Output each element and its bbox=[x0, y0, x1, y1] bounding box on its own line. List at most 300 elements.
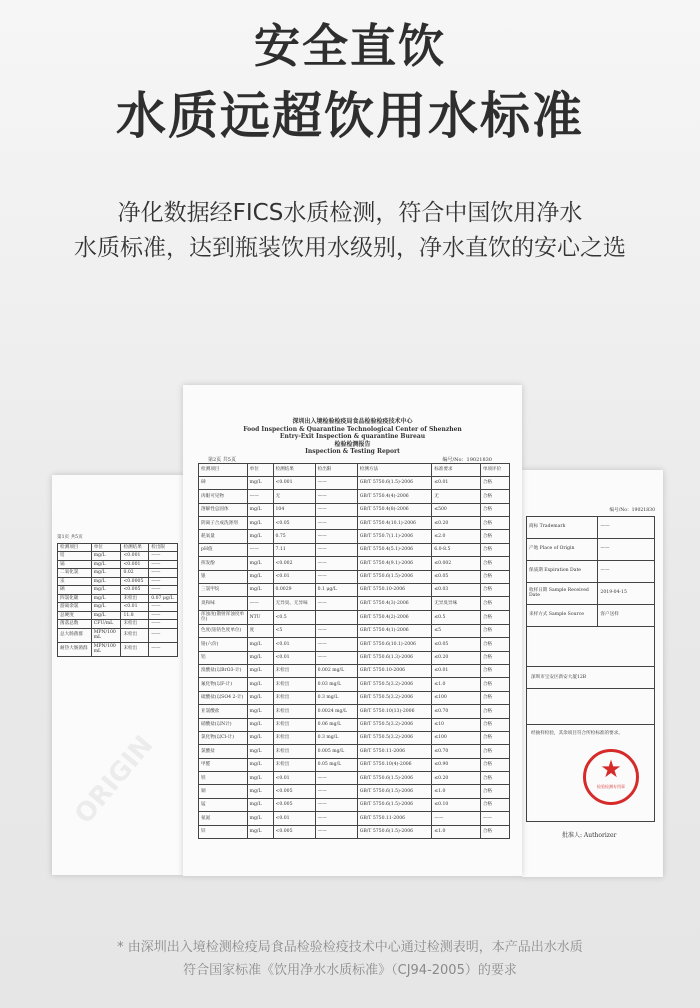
table-cell: mg/L bbox=[247, 691, 273, 704]
table-cell: —— bbox=[598, 560, 655, 582]
column-header: 检出限 bbox=[149, 543, 178, 552]
column-header: 检测项目 bbox=[199, 463, 248, 476]
table-cell: <0.01 bbox=[273, 772, 315, 785]
table-cell: 合格 bbox=[480, 543, 509, 556]
table-row bbox=[199, 503, 510, 516]
table-cell: —— bbox=[149, 642, 178, 656]
table-cell: 客户送样 bbox=[598, 604, 655, 626]
table-cell: GB/T 5750.11-2006 bbox=[357, 812, 432, 825]
table-cell: 铬(六价) bbox=[199, 638, 248, 651]
table-cell: —— bbox=[315, 785, 357, 798]
org-cn: 深圳出入境检验检疫局食品检验检疫技术中心 bbox=[292, 418, 413, 425]
table-cell: mg/L bbox=[91, 552, 121, 561]
table-row bbox=[199, 718, 510, 731]
table-cell: 来样方式 Sample Source bbox=[527, 604, 598, 626]
table-cell: 未检出 bbox=[273, 664, 315, 677]
table-row bbox=[527, 538, 655, 560]
table-cell: —— bbox=[315, 503, 357, 516]
table-cell: —— bbox=[149, 560, 178, 569]
table-row bbox=[199, 570, 510, 583]
table-cell: 氯化物(以Cl-计) bbox=[199, 731, 248, 744]
table-cell: 未检出 bbox=[121, 620, 149, 629]
table-cell: 硫酸盐(以SO4 2-计) bbox=[199, 691, 248, 704]
table-cell: GB/T 5750.6(1.5)-2006 bbox=[357, 785, 432, 798]
table-cell: <5 bbox=[273, 624, 315, 637]
table-cell: —— bbox=[315, 490, 357, 503]
right-report-no: 编号/No：19021830 bbox=[609, 508, 655, 513]
table-cell: 104 bbox=[273, 503, 315, 516]
table-cell: —— bbox=[149, 611, 178, 620]
table-cell: ≤0.90 bbox=[432, 758, 481, 771]
report-title-cn: 检验检测报告 bbox=[334, 440, 371, 448]
subtitle-line2: 水质标准，达到瓶装饮用水级别，净水直饮的安心之选 bbox=[74, 235, 626, 261]
table-cell: ≤0.05 bbox=[432, 638, 481, 651]
table-cell: 合格 bbox=[480, 597, 509, 610]
table-cell: 挥发酚 bbox=[199, 557, 248, 570]
table-cell: GB/T 5750.4(5.1)-2006 bbox=[357, 543, 432, 556]
table-cell: mg/L bbox=[247, 570, 273, 583]
table-row bbox=[58, 569, 178, 578]
column-header: 检测方法 bbox=[357, 463, 432, 476]
table-cell: GB/T 5750.4(4)-2006 bbox=[357, 490, 432, 503]
table-cell: 合格 bbox=[480, 624, 509, 637]
table-cell: mg/L bbox=[247, 584, 273, 597]
table-cell: 未检出 bbox=[273, 745, 315, 758]
table-cell: 未检出 bbox=[121, 628, 149, 642]
star-icon: ★ bbox=[600, 755, 622, 783]
left-page-number: 第1页 共5页 bbox=[57, 535, 83, 540]
table-cell: <0.005 bbox=[273, 825, 315, 838]
table-cell: GB/T 5750.7(1.1)-2006 bbox=[357, 530, 432, 543]
results-table bbox=[198, 463, 510, 840]
table-row bbox=[199, 543, 510, 556]
table-header-row bbox=[199, 463, 510, 476]
table-cell: —— bbox=[315, 557, 357, 570]
stamp-text: 检验检测专用章 bbox=[597, 784, 625, 789]
table-cell: GB/T 5750.6(1.5)-2006 bbox=[357, 825, 432, 838]
table-cell: 0.3 mg/L bbox=[315, 691, 357, 704]
table-cell: mg/L bbox=[247, 718, 273, 731]
table-row bbox=[199, 624, 510, 637]
table-cell: ≤0.20 bbox=[432, 517, 481, 530]
table-cell: 总硬度 bbox=[58, 611, 92, 620]
table-cell: —— bbox=[247, 597, 273, 610]
table-cell: 溶解性总固体 bbox=[199, 503, 248, 516]
table-cell: 未检出 bbox=[273, 731, 315, 744]
footnote-line2: 符合国家标准《饮用净水水质标准》（CJ94-2005）的要求 bbox=[183, 963, 517, 978]
table-cell: 未检出 bbox=[273, 758, 315, 771]
column-header: 单位 bbox=[91, 543, 121, 552]
column-header: 检测结果 bbox=[273, 463, 315, 476]
watermark: ORIGIN bbox=[69, 730, 160, 830]
table-cell: 2019-04-15 bbox=[598, 582, 655, 604]
table-cell: ≤1.0 bbox=[432, 678, 481, 691]
table-cell: 合格 bbox=[480, 651, 509, 664]
table-cell: 产地 Place of Origin bbox=[527, 538, 598, 560]
table-cell: —— bbox=[315, 530, 357, 543]
table-cell: mg/L bbox=[91, 611, 121, 620]
right-report-document bbox=[522, 470, 663, 877]
table-cell: 甲醛 bbox=[199, 758, 248, 771]
table-cell: mg/L bbox=[247, 772, 273, 785]
column-header: 单位 bbox=[247, 463, 273, 476]
table-row bbox=[527, 604, 655, 626]
table-cell: ≤0.20 bbox=[432, 651, 481, 664]
table-cell: 锰 bbox=[199, 798, 248, 811]
table-cell: 游离余氯 bbox=[58, 603, 92, 612]
table-cell: 未检出 bbox=[273, 705, 315, 718]
table-cell: 收样日期 Sample Received Date bbox=[527, 582, 598, 604]
table-cell: 耗氧量 bbox=[199, 530, 248, 543]
table-cell: 合格 bbox=[480, 638, 509, 651]
table-cell: GB/T 5750.5(3.2)-2006 bbox=[357, 678, 432, 691]
table-row bbox=[199, 664, 510, 677]
table-row bbox=[199, 812, 510, 825]
table-cell: —— bbox=[315, 517, 357, 530]
table-cell: GB/T 5750.10(4)-2006 bbox=[357, 758, 432, 771]
table-cell: 0.3 mg/L bbox=[315, 731, 357, 744]
right-info-table bbox=[526, 516, 655, 627]
table-cell: <0.005 bbox=[273, 785, 315, 798]
official-stamp bbox=[583, 749, 639, 805]
table-cell: 氟化物(以F-计) bbox=[199, 678, 248, 691]
table-row bbox=[199, 530, 510, 543]
table-cell: —— bbox=[315, 825, 357, 838]
table-cell: mg/L bbox=[247, 517, 273, 530]
table-cell: ≤0.70 bbox=[432, 705, 481, 718]
table-cell: 6.0-8.5 bbox=[432, 543, 481, 556]
left-report-document bbox=[52, 475, 183, 875]
table-cell: 0.002 mg/L bbox=[315, 664, 357, 677]
table-cell: <0.0005 bbox=[121, 577, 149, 586]
table-cell: 0.05 mg/L bbox=[315, 758, 357, 771]
footnote-line1: * 由深圳出入境检测检疫局食品检验检疫技术中心通过检测表明，本产品出水水质 bbox=[117, 940, 583, 955]
table-row bbox=[199, 798, 510, 811]
table-cell: <0.001 bbox=[273, 476, 315, 489]
table-cell: —— bbox=[149, 569, 178, 578]
table-cell: mg/L bbox=[247, 651, 273, 664]
table-row bbox=[58, 577, 178, 586]
table-cell: 合格 bbox=[480, 731, 509, 744]
table-cell: 硒 bbox=[58, 586, 92, 595]
table-cell: 溴酸盐(以BrO3-计) bbox=[199, 664, 248, 677]
table-cell: 合格 bbox=[480, 610, 509, 624]
table-cell: —— bbox=[315, 798, 357, 811]
table-cell: 氨氮 bbox=[199, 812, 248, 825]
table-row bbox=[199, 597, 510, 610]
table-cell: 合格 bbox=[480, 718, 509, 731]
table-cell: —— bbox=[149, 552, 178, 561]
table-row bbox=[199, 638, 510, 651]
table-row bbox=[199, 557, 510, 570]
table-cell: GB/T 5750.6(1.5)-2006 bbox=[357, 798, 432, 811]
table-cell: pH值 bbox=[199, 543, 248, 556]
table-cell: 合格 bbox=[480, 664, 509, 677]
table-cell: 合格 bbox=[480, 772, 509, 785]
table-cell: <0.01 bbox=[273, 570, 315, 583]
table-cell: GB/T 5750.6(1.5)-2006 bbox=[357, 772, 432, 785]
table-cell: <0.01 bbox=[273, 638, 315, 651]
table-cell: 0.0029 bbox=[273, 584, 315, 597]
table-cell: MPN/100mL bbox=[91, 642, 121, 656]
table-cell: mg/L bbox=[247, 745, 273, 758]
table-cell: ≤0.01 bbox=[432, 664, 481, 677]
table-cell: —— bbox=[315, 570, 357, 583]
table-cell: 铁 bbox=[199, 772, 248, 785]
table-cell: 11.8 bbox=[121, 611, 149, 620]
table-cell: —— bbox=[315, 597, 357, 610]
table-cell: 汞 bbox=[58, 577, 92, 586]
table-row bbox=[199, 731, 510, 744]
table-cell: —— bbox=[598, 516, 655, 538]
table-cell: 氯酸盐 bbox=[199, 745, 248, 758]
table-cell: 浑浊度(散射浑浊度单位) bbox=[199, 610, 248, 624]
table-cell: 无 bbox=[273, 490, 315, 503]
table-cell: ≤0.5 bbox=[432, 610, 481, 624]
table-cell: 合格 bbox=[480, 705, 509, 718]
table-cell: mg/L bbox=[247, 785, 273, 798]
table-cell: —— bbox=[598, 538, 655, 560]
table-cell: 未检出 bbox=[121, 642, 149, 656]
table-row bbox=[527, 560, 655, 582]
table-cell: mg/L bbox=[247, 476, 273, 489]
table-cell: 硝酸盐(以N计) bbox=[199, 718, 248, 731]
table-row bbox=[58, 620, 178, 629]
table-cell: <0.001 bbox=[121, 552, 149, 561]
table-row bbox=[199, 584, 510, 597]
table-cell: <0.001 bbox=[121, 560, 149, 569]
table-cell: <0.01 bbox=[273, 812, 315, 825]
table-cell: mg/L bbox=[91, 577, 121, 586]
table-cell: 保质期 Expiration Date bbox=[527, 560, 598, 582]
table-cell: <0.05 bbox=[273, 517, 315, 530]
report-no: 编号/No：19021830 bbox=[442, 456, 492, 463]
table-row bbox=[199, 772, 510, 785]
table-cell: 未检出 bbox=[273, 678, 315, 691]
table-cell: 色度(铂钴色度单位) bbox=[199, 624, 248, 637]
table-cell: —— bbox=[315, 476, 357, 489]
main-report-header bbox=[183, 418, 522, 456]
table-cell: —— bbox=[149, 577, 178, 586]
table-cell: 无异臭异味 bbox=[432, 597, 481, 610]
table-row bbox=[527, 582, 655, 604]
table-cell: 未检出 bbox=[273, 691, 315, 704]
headline-line2: 水质远超饮用水标准 bbox=[116, 87, 584, 145]
table-cell: GB/T 5750.5(3.2)-2006 bbox=[357, 731, 432, 744]
table-row bbox=[199, 745, 510, 758]
table-cell: GB/T 5750.6(1.5)-2006 bbox=[357, 476, 432, 489]
table-cell: —— bbox=[315, 651, 357, 664]
table-row bbox=[199, 651, 510, 664]
table-cell: mg/L bbox=[247, 812, 273, 825]
table-cell: ≤1.0 bbox=[432, 785, 481, 798]
table-cell: mg/L bbox=[247, 825, 273, 838]
table-cell: —— bbox=[315, 543, 357, 556]
table-cell: 合格 bbox=[480, 557, 509, 570]
table-row bbox=[58, 642, 178, 656]
table-cell: <0.5 bbox=[273, 610, 315, 624]
table-cell: mg/L bbox=[247, 705, 273, 718]
table-cell: 合格 bbox=[480, 570, 509, 583]
table-header-row bbox=[58, 543, 178, 552]
table-cell: 耐热大肠菌群 bbox=[58, 642, 92, 656]
table-cell: 度 bbox=[247, 624, 273, 637]
table-row bbox=[199, 678, 510, 691]
table-cell: 0.1 μg/L bbox=[315, 584, 357, 597]
table-cell: GB/T 5750.6(10.1)-2006 bbox=[357, 638, 432, 651]
table-cell: ≤0.002 bbox=[432, 557, 481, 570]
table-cell: —— bbox=[315, 624, 357, 637]
table-cell: mg/L bbox=[91, 594, 121, 603]
table-cell: —— bbox=[149, 586, 178, 595]
table-cell: 0.75 bbox=[273, 530, 315, 543]
table-cell: 三氯甲烷 bbox=[199, 584, 248, 597]
table-row bbox=[199, 476, 510, 489]
table-cell: mg/L bbox=[247, 530, 273, 543]
table-cell: 铅 bbox=[58, 552, 92, 561]
table-cell: GB/T 5750.4(8)-2006 bbox=[357, 503, 432, 516]
table-row bbox=[199, 610, 510, 624]
table-cell: ≤0.03 bbox=[432, 584, 481, 597]
table-cell: 阴离子合成洗涤剂 bbox=[199, 517, 248, 530]
table-cell: mg/L bbox=[247, 758, 273, 771]
subtitle-line1: 净化数据经FICS水质检测，符合中国饮用净水 bbox=[117, 200, 583, 226]
table-cell: ≤0.10 bbox=[432, 798, 481, 811]
table-row bbox=[58, 628, 178, 642]
table-cell: 合格 bbox=[480, 530, 509, 543]
table-cell bbox=[315, 610, 357, 624]
table-cell: —— bbox=[315, 638, 357, 651]
table-cell: 合格 bbox=[480, 785, 509, 798]
table-cell: GB/T 5750.4(2)-2006 bbox=[357, 610, 432, 624]
table-cell: GB/T 5750.4(1)-2006 bbox=[357, 624, 432, 637]
column-header: 检出限 bbox=[315, 463, 357, 476]
table-cell: 四氯化碳 bbox=[58, 594, 92, 603]
table-cell: ≤100 bbox=[432, 731, 481, 744]
table-cell: 锌 bbox=[199, 825, 248, 838]
table-cell: 亚氯酸盐 bbox=[199, 705, 248, 718]
table-cell: 0.06 mg/L bbox=[315, 718, 357, 731]
table-cell: mg/L bbox=[247, 664, 273, 677]
table-cell: 镉 bbox=[58, 560, 92, 569]
right-lower-box bbox=[526, 627, 655, 823]
table-cell: 铜 bbox=[199, 785, 248, 798]
report-title-en: Inspection & Testing Report bbox=[305, 448, 400, 455]
table-cell: 0.03 mg/L bbox=[315, 678, 357, 691]
table-cell: GB/T 5750.4(3)-2006 bbox=[357, 597, 432, 610]
table-cell: 二氧化氯 bbox=[58, 569, 92, 578]
table-cell: 0.005 mg/L bbox=[315, 745, 357, 758]
table-cell: 合格 bbox=[480, 691, 509, 704]
main-report-document bbox=[183, 385, 522, 876]
table-row bbox=[199, 758, 510, 771]
table-cell: <0.005 bbox=[121, 586, 149, 595]
table-cell: 7.11 bbox=[273, 543, 315, 556]
table-cell: ≤0.05 bbox=[432, 570, 481, 583]
table-cell: 未检出 bbox=[273, 718, 315, 731]
table-cell: mg/L bbox=[247, 678, 273, 691]
table-cell: 合格 bbox=[480, 798, 509, 811]
table-row bbox=[199, 705, 510, 718]
table-row bbox=[58, 603, 178, 612]
table-cell: 合格 bbox=[480, 678, 509, 691]
table-cell: ≤10 bbox=[432, 718, 481, 731]
table-cell: —— bbox=[149, 628, 178, 642]
org-en1: Food Inspection & Quarantine Technological Center of Shenzhen bbox=[243, 425, 462, 433]
table-cell: mg/L bbox=[91, 560, 121, 569]
table-cell: ≤500 bbox=[432, 503, 481, 516]
table-cell: GB/T 5750.10-2006 bbox=[357, 664, 432, 677]
table-cell: —— bbox=[480, 812, 509, 825]
table-row bbox=[527, 516, 655, 538]
table-cell: MPN/100mL bbox=[91, 628, 121, 642]
table-cell: 砷 bbox=[199, 476, 248, 489]
table-cell: <0.01 bbox=[121, 603, 149, 612]
table-row bbox=[58, 594, 178, 603]
table-cell: mg/L bbox=[91, 586, 121, 595]
table-cell: 无异臭、无异味 bbox=[273, 597, 315, 610]
table-cell: mg/L bbox=[247, 798, 273, 811]
table-row bbox=[199, 517, 510, 530]
table-cell: ≤0.70 bbox=[432, 745, 481, 758]
table-row bbox=[199, 825, 510, 838]
table-cell: mg/L bbox=[247, 731, 273, 744]
table-cell: GB/T 5750.10-2006 bbox=[357, 584, 432, 597]
table-row bbox=[58, 552, 178, 561]
table-cell: mg/L bbox=[247, 557, 273, 570]
table-cell: mg/L bbox=[247, 503, 273, 516]
table-cell: —— bbox=[432, 812, 481, 825]
table-row bbox=[199, 785, 510, 798]
table-cell: GB/T 5750.5(3.2)-2006 bbox=[357, 718, 432, 731]
table-cell: 总大肠菌群 bbox=[58, 628, 92, 642]
table-cell: GB/T 5750.4(10.1)-2006 bbox=[357, 517, 432, 530]
table-cell: 合格 bbox=[480, 503, 509, 516]
table-cell: ≤0.20 bbox=[432, 772, 481, 785]
table-cell: —— bbox=[315, 772, 357, 785]
table-cell: —— bbox=[247, 490, 273, 503]
table-cell: GB/T 5750.10(13)-2006 bbox=[357, 705, 432, 718]
authorizer: 批准人: Authorizer bbox=[562, 832, 617, 839]
table-cell: ≤5 bbox=[432, 624, 481, 637]
table-cell: —— bbox=[149, 603, 178, 612]
table-row bbox=[199, 691, 510, 704]
table-cell: GB/T 5750.6(1.5)-2006 bbox=[357, 570, 432, 583]
table-cell: GB/T 5750.4(9.1)-2006 bbox=[357, 557, 432, 570]
column-header: 单项评价 bbox=[480, 463, 509, 476]
table-cell: mg/L bbox=[91, 569, 121, 578]
table-cell: 0.0024 mg/L bbox=[315, 705, 357, 718]
table-row bbox=[58, 586, 178, 595]
table-row bbox=[58, 560, 178, 569]
table-cell: 合格 bbox=[480, 745, 509, 758]
column-header: 检测项目 bbox=[58, 543, 92, 552]
table-cell: 银 bbox=[199, 570, 248, 583]
table-cell: 肉眼可见物 bbox=[199, 490, 248, 503]
conclusion: 经抽样检验，其余项目符合所检标准的要求。 bbox=[531, 731, 623, 736]
table-cell: 合格 bbox=[480, 758, 509, 771]
table-cell: ≤2.0 bbox=[432, 530, 481, 543]
table-cell: 0.02 bbox=[121, 569, 149, 578]
table-cell: NTU bbox=[247, 610, 273, 624]
column-header: 检测结果 bbox=[121, 543, 149, 552]
table-row bbox=[58, 611, 178, 620]
table-cell: —— bbox=[247, 543, 273, 556]
table-cell: GB/T 5750.6(1.3)-2006 bbox=[357, 651, 432, 664]
table-cell: —— bbox=[315, 812, 357, 825]
table-cell: 合格 bbox=[480, 584, 509, 597]
table-cell: <0.01 bbox=[273, 651, 315, 664]
